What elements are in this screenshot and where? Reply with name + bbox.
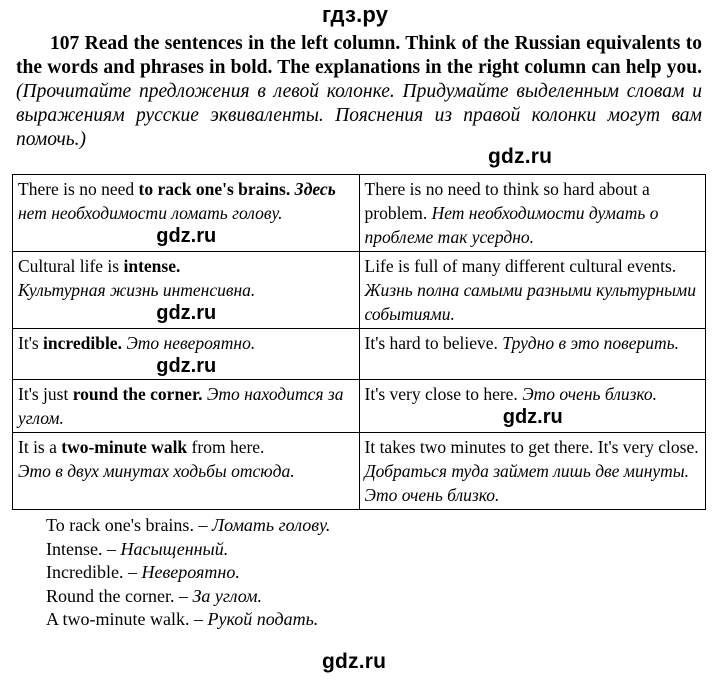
glossary-list — [46, 514, 330, 632]
table-row — [13, 252, 706, 329]
glossary-term: Intense. – — [46, 538, 121, 559]
right-cell — [359, 433, 706, 510]
left-cell — [13, 252, 360, 329]
right-translation: Нет необходимости думать о проблеме так усердно. — [364, 203, 659, 247]
right-explanation: It's very close to here. — [364, 384, 518, 404]
table-row — [13, 175, 706, 252]
left-cell — [13, 380, 360, 433]
table-row — [13, 329, 706, 380]
table-row — [13, 380, 706, 433]
instruction-english: Read the sentences in the left column. Think of the Russian equivalents to the words and phrases in bold. The explanations in the right column can help you. — [16, 33, 702, 78]
site-title: гдз.ру — [322, 2, 389, 27]
left-translation: Это в двух минутах ходьбы отсюда. — [18, 461, 295, 481]
glossary-translation: Рукой подать. — [207, 609, 319, 629]
glossary-translation: Насыщенный. — [120, 538, 229, 559]
watermark: gdz.ru — [156, 355, 217, 377]
left-ru-bold: Здесь — [290, 179, 336, 199]
glossary-term: A two-minute walk. – — [46, 609, 208, 629]
left-translation: нет необходимости ломать голову. — [18, 203, 283, 223]
instruction-russian: (Прочитайте предложения в левой колонке. Придумайте выделенным словам и выражениям русские эквиваленты. Пояснения из правой колонки могут вам помочь.) — [16, 81, 702, 150]
right-explanation: Life is full of many different cultural events. — [364, 256, 677, 276]
right-explanation: It's hard to believe. — [364, 333, 498, 353]
glossary-item — [46, 538, 330, 562]
watermark: gdz.ru — [322, 650, 387, 673]
right-translation: Трудно в это поверить. — [497, 333, 680, 353]
left-text: It is a — [18, 437, 62, 457]
key-phrase: round the corner. — [72, 384, 203, 404]
glossary-translation: Невероятно. — [141, 562, 240, 582]
glossary-item — [46, 514, 330, 538]
glossary-item — [46, 585, 330, 609]
vocabulary-table — [12, 174, 706, 510]
right-cell — [359, 252, 706, 329]
exercise-instruction — [16, 32, 702, 152]
right-translation: Жизнь полна самыми разными культурными событиями. — [364, 280, 696, 324]
right-explanation: There is no need to think so hard about a problem. — [364, 179, 650, 223]
left-text: It's just — [18, 384, 73, 404]
left-translation: Культурная жизнь интенсивна. — [18, 280, 256, 300]
right-explanation: It takes two minutes to get there. It's very close. — [364, 437, 699, 457]
left-text: It's — [18, 333, 44, 353]
watermark: gdz.ru — [156, 302, 217, 324]
left-translation: Это невероятно. — [121, 333, 256, 353]
left-text-end: from here. — [187, 437, 265, 457]
table-row — [13, 433, 706, 510]
watermark: gdz.ru — [488, 145, 553, 168]
glossary-term: To rack one's brains. – — [46, 515, 212, 535]
right-translation: Это очень близко. — [517, 384, 658, 404]
glossary-term: Incredible. – — [46, 562, 142, 582]
glossary-term: Round the corner. – — [46, 585, 193, 606]
watermark: gdz.ru — [156, 225, 217, 247]
glossary-item — [46, 561, 330, 585]
left-text: Cultural life is — [18, 256, 124, 276]
left-translation: Это находится за углом. — [18, 384, 344, 428]
right-cell — [359, 329, 706, 380]
left-text: There is no need — [18, 179, 139, 199]
key-phrase: two-minute walk — [61, 437, 188, 457]
exercise-number: 107 — [50, 33, 80, 54]
key-phrase: to rack one's brains. — [138, 179, 291, 199]
key-phrase: incredible. — [43, 333, 122, 353]
right-cell — [359, 380, 706, 433]
left-cell — [13, 175, 360, 252]
right-translation: Добраться туда займет лишь две минуты. Это очень близко. — [364, 461, 690, 505]
glossary-translation: Ломать голову. — [211, 515, 331, 535]
glossary-translation: За углом. — [192, 585, 263, 606]
glossary-item — [46, 608, 330, 632]
left-cell — [13, 433, 360, 510]
left-cell — [13, 329, 360, 380]
right-cell — [359, 175, 706, 252]
watermark: gdz.ru — [502, 406, 563, 428]
key-phrase: intense. — [123, 256, 181, 276]
